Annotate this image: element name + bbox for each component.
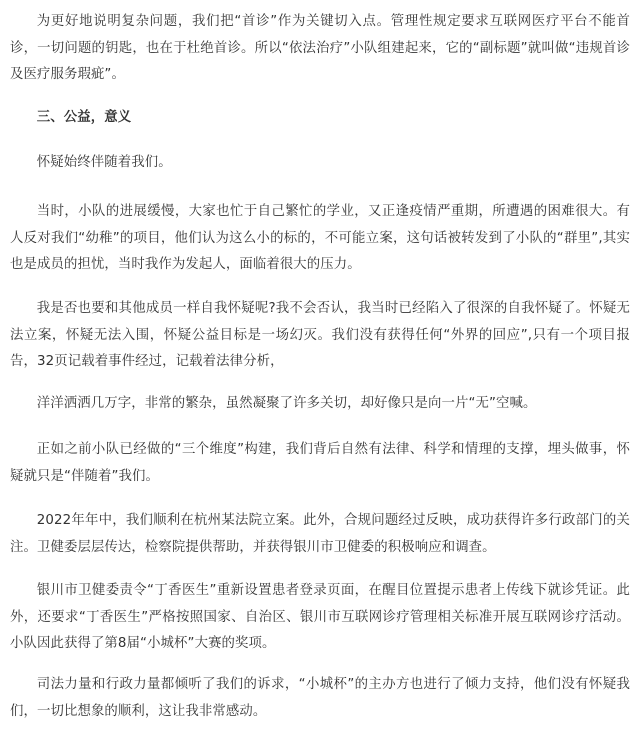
paragraph-first-diagnosis: 为更好地说明复杂问题，我们把“首诊”作为关键切入点。管理性规定要求互联网医疗平台不能首诊，一切问题的钥匙，也在于杜绝首诊。所以“依法治疗”小队组建起来，它的“副标题”就叫做“违规首诊及医疗服务瑕疵”。 — [10, 14, 630, 82]
paragraph-case-filed: 2022年年中，我们顺利在杭州某法院立案。此外，合规问题经过反映，成功获得许多行政部门的关注。卫健委层层传达，检察院提供帮助，并获得银川市卫健委的积极响应和调查。 — [10, 513, 630, 555]
paragraph-health-commission: 银川市卫健委责令“丁香医生”重新设置患者登录页面，在醒目位置提示患者上传线下就诊凭证。此外，还要求“丁香医生”严格按照国家、自治区、银川市互联网诊疗管理相关标准开展互联网诊疗活动。小队因此获得了第8届“小城杯”大赛的奖项。 — [10, 583, 630, 651]
section-heading: 三、公益，意义 — [36, 110, 132, 125]
paragraph-three-dimensions: 正如之前小队已经做的“三个维度”构建，我们背后自然有法律、科学和情理的支撑，埋头做事，怀疑就只是“伴随着”我们。 — [10, 442, 630, 484]
paragraph-doubt: 怀疑始终伴随着我们。 — [36, 155, 172, 170]
paragraph-self-doubt: 我是否也要和其他成员一样自我怀疑呢?我不会否认，我当时已经陷入了很深的自我怀疑了。怀疑无法立案，怀疑无法入围，怀疑公益目标是一场幻灭。我们没有获得任何“外界的回应”,只有一个项目报告，32页记载着事件经过，记载着法律分析， — [10, 301, 630, 369]
paragraph-report: 洋洋洒洒几万字，非常的繁杂，虽然凝聚了许多关切，却好像只是向一片“无”空喊。 — [36, 396, 537, 411]
paragraph-support: 司法力量和行政力量都倾听了我们的诉求，“小城杯”的主办方也进行了倾力支持，他们没有怀疑我们，一切比想象的顺利，这让我非常感动。 — [10, 677, 630, 719]
paragraph-slow-progress: 当时，小队的进展缓慢，大家也忙于自己繁忙的学业，又正逢疫情严重期，所遭遇的困难很大。有人反对我们“幼稚”的项目，他们认为这么小的标的，不可能立案，这句话被转发到了小队的“群里”,其实也是成员的担忧，当时我作为发起人，面临着很大的压力。 — [10, 204, 630, 272]
